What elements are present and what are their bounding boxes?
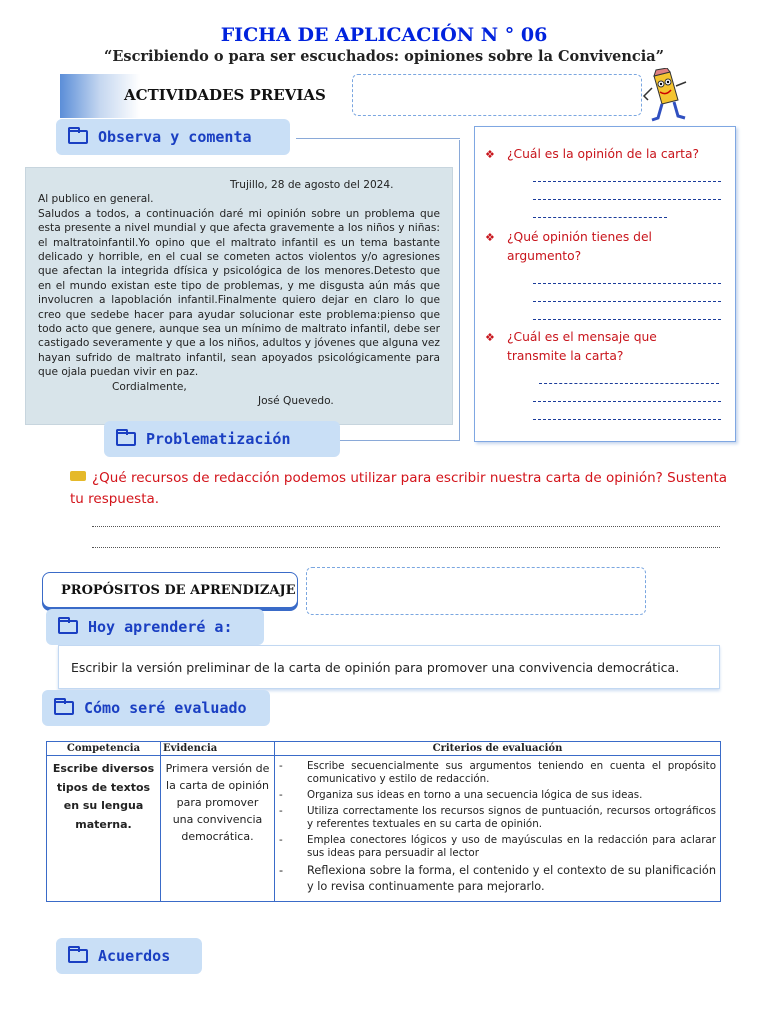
header-criterios: Criterios de evaluación: [275, 742, 721, 756]
section-hoy-aprendere: [46, 609, 264, 645]
propositos-tab: [42, 572, 298, 608]
header-evidencia: Evidencia: [161, 742, 275, 756]
letter-date: Trujillo, 28 de agosto del 2024.: [230, 179, 394, 191]
connector-line: [340, 440, 460, 441]
question-text: ¿Cuál es la opinión de la carta?: [507, 147, 700, 161]
actividades-previas-box: [352, 74, 642, 116]
section-observa-label: Observa y comenta: [98, 128, 252, 146]
problematizacion-question-text: ¿Qué recursos de redacción podemos utilizar para escribir nuestra carta de opinión? Sustenta tu respuesta.: [70, 470, 728, 507]
section-como-evaluado: [42, 690, 270, 726]
answer-line[interactable]: [533, 266, 721, 284]
question-item: [485, 328, 725, 366]
table-header-row: [47, 742, 721, 756]
aprendere-text: Escribir la versión preliminar de la carta de opinión para promover una convivencia democrática.: [71, 659, 680, 675]
actividades-previas-banner: [60, 74, 350, 118]
evaluation-table: [46, 741, 721, 902]
letter-signature: José Quevedo.: [258, 395, 334, 408]
actividades-previas-label: ACTIVIDADES PREVIAS: [124, 86, 326, 104]
criterio-text: Utiliza correctamente los recursos signos de puntuación, recursos ortográficos y referentes textuales en su carta de opinión.: [307, 805, 716, 830]
problematizacion-question: [70, 468, 730, 510]
answer-line[interactable]: [533, 302, 721, 320]
table-row: [47, 756, 721, 902]
answer-line[interactable]: [533, 164, 721, 182]
cell-evidencia: Primera versión de la carta de opinión para promover una convivencia democrática.: [161, 756, 275, 902]
letter-greeting: Al publico en general.: [38, 193, 154, 206]
question-item: [485, 145, 725, 164]
page-subtitle: “Escribiendo o para ser escuchados: opiniones sobre la Convivencia”: [104, 48, 664, 65]
section-como-evaluado-label: Cómo seré evaluado: [84, 699, 247, 717]
letter-card: [26, 168, 452, 424]
criterio-item: - Reflexiona sobre la forma, el contenido y el contexto de su planificación y lo revisa continuamente para mejorarlo.: [279, 864, 716, 893]
criterio-item: - Organiza sus ideas en torno a una secuencia lógica de sus ideas.: [279, 789, 643, 801]
page-title: FICHA DE APLICACIÓN N ° 06: [220, 24, 548, 46]
connector-line: [296, 138, 460, 139]
question-text: ¿Qué opinión tienes del argumento?: [507, 230, 652, 263]
answer-line[interactable]: [533, 182, 721, 200]
section-problematizacion-label: Problematización: [146, 430, 291, 448]
answer-line[interactable]: [533, 284, 721, 302]
connector-line: [459, 140, 460, 440]
diamond-bullet-icon: ❖: [485, 231, 495, 244]
question-item: [485, 228, 725, 266]
criterio-text: Reflexiona sobre la forma, el contenido y el contexto de su planificación y lo revisa continuamente para mejorarlo.: [307, 864, 716, 893]
propositos-box: [306, 567, 646, 615]
folder-icon: [116, 432, 136, 446]
criterio-text: Organiza sus ideas en torno a una secuencia lógica de sus ideas.: [307, 789, 643, 801]
diamond-bullet-icon: ❖: [485, 148, 495, 161]
letter-closing: Cordialmente,: [112, 380, 187, 393]
section-hoy-aprendere-label: Hoy aprenderé a:: [88, 618, 233, 636]
criterio-item: - Utiliza correctamente los recursos signos de puntuación, recursos ortográficos y referentes textuales en su carta de opinión.: [279, 805, 716, 830]
letter-body: Saludos a todos, a continuación daré mi opinión sobre un problema que esta presente a nivel mundial y que afecta gravemente a los niños y niñas: el maltratoinfantil.Yo opino que el maltrato infantil es un tema bastante delicado y horrible, en el cual se cometen actos violentos y/o agresiones que afectan la integrida dfísica y psicológica de los menores.Detesto que en el mundo existan este tipo de problemas, y me disgusta aún más que involucren a lapoblación infantil.Finalmente quiero dejar en claro lo que creo que sedebe hacer para ayudar solucionar este problema:pienso que todo acto que genere, aunque sea un mínimo de maltrato infantil, debe ser castigado severamente y que a los niños, adultos y jóvenes que alguna vez hayan sufrido de maltrato infantil, sean apoyados psicológicamente para que ojala puedan vivir en paz.: [38, 207, 440, 379]
criterio-text: Escribe secuencialmente sus argumentos teniendo en cuenta el propósito comunicativo y estilo de redacción.: [307, 760, 716, 785]
folder-icon: [54, 701, 74, 715]
diamond-bullet-icon: ❖: [485, 331, 495, 344]
aprendere-box: [58, 645, 720, 689]
criterio-item: - Emplea conectores lógicos y uso de mayúsculas en la redacción para aclarar sus ideas para persuadir al lector: [279, 834, 716, 859]
folder-icon: [68, 130, 88, 144]
answer-line[interactable]: [533, 402, 721, 420]
questions-panel: [474, 126, 736, 442]
pencil-mascot-icon: [640, 68, 690, 126]
criterio-text: Emplea conectores lógicos y uso de mayúsculas en la redacción para aclarar sus ideas para persuadir al lector: [307, 834, 716, 859]
folder-icon: [58, 620, 78, 634]
answer-line[interactable]: [92, 547, 720, 548]
criterio-item: - Escribe secuencialmente sus argumentos teniendo en cuenta el propósito comunicativo y estilo de redacción.: [279, 760, 716, 785]
section-acuerdos: [56, 938, 202, 974]
folder-icon: [68, 949, 88, 963]
folder-icon: [70, 471, 86, 481]
cell-criterios: [275, 756, 721, 902]
answer-line[interactable]: [533, 200, 667, 218]
header-competencia: Competencia: [47, 742, 161, 756]
section-acuerdos-label: Acuerdos: [98, 947, 171, 965]
answer-line[interactable]: [539, 366, 719, 384]
section-problematizacion: [104, 421, 340, 457]
question-text: ¿Cuál es el mensaje que transmite la carta?: [507, 330, 657, 363]
propositos-label: PROPÓSITOS DE APRENDIZAJE: [61, 582, 296, 598]
cell-competencia: Escribe diversos tipos de textos en su lengua materna.: [47, 756, 161, 902]
answer-line[interactable]: [533, 384, 721, 402]
answer-line[interactable]: [92, 526, 720, 527]
section-observa-comenta: [56, 119, 290, 155]
